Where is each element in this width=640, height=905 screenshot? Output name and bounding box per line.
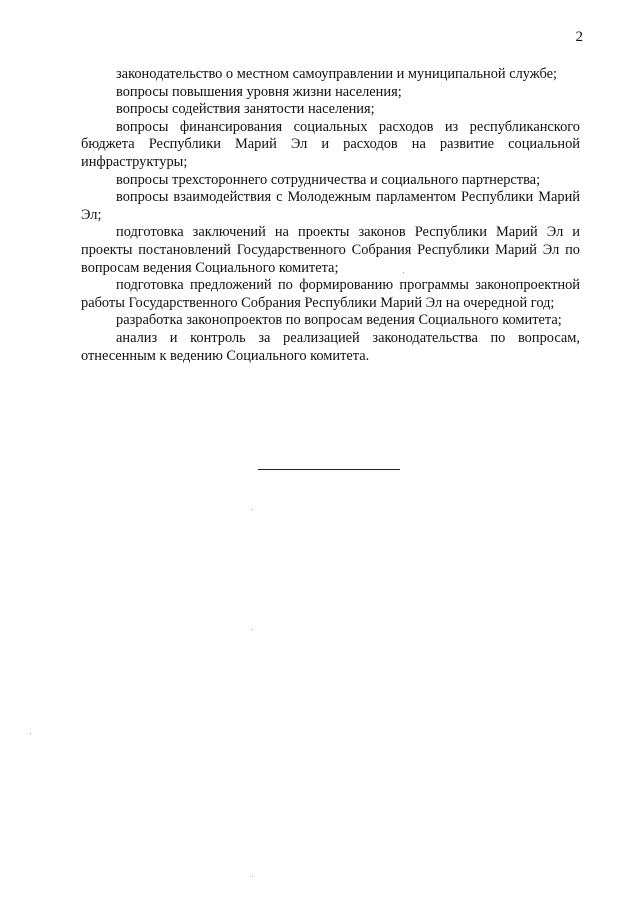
list-item: анализ и контроль за реализацией законодательства по вопросам, отнесенным к ведению Социального комитета. [81, 329, 580, 364]
list-item: вопросы финансирования социальных расходов из республиканского бюджета Республики Марий Эл и расходов на развитие социальной инфраструктуры; [81, 118, 580, 170]
scan-speck [403, 272, 404, 273]
list-item: вопросы трехстороннего сотрудничества и социального партнерства; [116, 171, 541, 188]
document-body [81, 66, 580, 365]
list-item: разработка законопроектов по вопросам ведения Социального комитета; [116, 312, 562, 329]
list-item: вопросы содействия занятости населения; [116, 101, 375, 118]
scan-speck [30, 733, 31, 734]
scan-speck [252, 876, 253, 877]
page-number: 2 [575, 29, 583, 45]
list-item: вопросы взаимодействия с Молодежным парламентом Республики Марий Эл; [81, 189, 580, 223]
list-item: вопросы повышения уровня жизни населения; [116, 83, 402, 100]
scan-speck [252, 629, 253, 630]
list-item: законодательство о местном самоуправлении и муниципальной службе; [116, 66, 558, 82]
list-item: подготовка заключений на проекты законов Республики Марий Эл и проекты постановлений Государственного Собрания Республики Марий Эл по вопросам ведения Социального комитета; [81, 224, 580, 276]
end-divider [258, 469, 400, 470]
list-item: подготовка предложений по формированию программы законопроектной работы Государственного Собрания Республики Марий Эл на очередной год; [81, 277, 580, 311]
scan-speck [252, 509, 253, 510]
